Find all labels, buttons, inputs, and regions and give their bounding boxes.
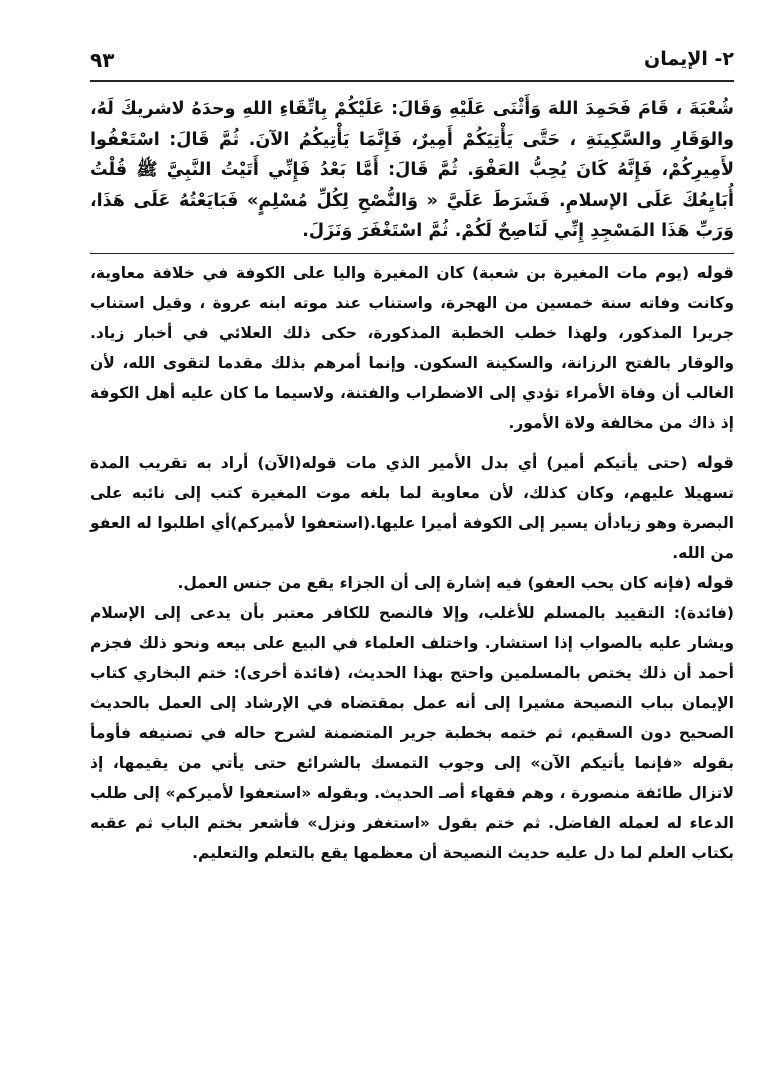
running-header [90,40,734,82]
section-divider [90,253,734,254]
hadith-text: شُعْبَةَ ، قَامَ فَحَمِدَ اللهَ وَأَثْنَى عَلَيْهِ وَقَالَ: عَلَيْكُمْ بِاتِّقَاءِ اللهِ وحدَهُ لاشريكَ لَهُ، والوَقَارِ والسَّكِينَةِ ، حَتَّى يَأْتِيَكُمْ أَمِيرٌ، فَإِنَّمَا يَأْتِيكُمُ الآنَ. ثُمَّ قَالَ: اسْتَعْفُوا لأَمِيرِكُمْ، فَإِنَّهُ كَانَ يُحِبُّ العَفْوَ. ثُمَّ قَالَ: أَمَّا بَعْدُ فَإِنِّي أَتَيْتُ النَّبِيَّ ﷺ قُلْتُ أُبَايِعُكَ عَلَى الإسلامِ. فَشَرَطَ عَلَيَّ « وَالنُّصْحِ لِكُلِّ مُسْلِمٍ» فَبَايَعْتُهُ عَلَى هَذَا، وَرَبِّ هَذَا المَسْجِدِ إِنِّي لَنَاصِحٌ لَكُمْ. ثُمَّ اسْتَغْفَرَ وَنَزَلَ. [90,99,734,241]
commentary-paragraph-1 [90,258,734,438]
paragraph-text: (فإنه كان يحب العفو) فيه إشارة إلى أن الجزاء يقع من جنس العمل. [177,573,692,592]
keyword-qawluhu: قوله [696,262,734,282]
keyword-qawluhu: قوله [696,572,734,592]
chapter-title: ٢- الإيمان [644,48,734,70]
page-number: ٩٣ [90,48,115,72]
paragraph-text: (حتى يأتيكم أمير) أي بدل الأمير الذي مات قوله(الآن) أراد به تقريب المدة تسهيلا عليهم، وكان كذلك، لأن معاوية لما بلغه موت المغيرة كتب إلى نائبه على البصرة وهو زيادأن يسير إلى الكوفة أميرا عليها.(استعفوا لأميركم)أي اطلبوا له العفو من الله. [90,453,734,562]
book-page [90,40,734,1040]
commentary [90,258,734,868]
paragraph-gap [90,438,734,448]
commentary-paragraph-4: (فائدة): التقييد بالمسلم للأغلب، وإلا فالنصح للكافر معتبر بأن يدعى إلى الإسلام ويشار عليه بالصواب إذا استشار. واختلف العلماء في البيع على بيعه ونحو ذلك فجزم أحمد أن ذلك يختص بالمسلمين واحتج بهذا الحديث، (فائدة أخرى): ختم البخاري كتاب الإيمان بباب النصيحة مشيرا إلى أنه عمل بمقتضاه في الإرشاد إلى العمل بالحديث الصحيح دون السقيم، ثم ختمه بخطبة جرير المتضمنة لشرح حاله في تصنيفه فأومأ بقوله «فإنما يأتيكم الآن» إلى وجوب التمسك بالشرائع حتى يأتي من يقيمها، إذ لاتزال طائفة منصورة ، وهم فقهاء أصـ الحديث. وبقوله «استعفوا لأميركم» إلى طلب الدعاء له لعمله الفاضل. ثم ختم بقول «استغفر ونزل» فأشعر بختم الباب ثم عقبه بكتاب العلم لما دل عليه حديث النصيحة أن معظمها يقع بالتعلم والتعليم. [90,603,734,862]
commentary-paragraph-2 [90,448,734,568]
commentary-paragraph-3 [90,568,734,598]
paragraph-text: (يوم مات المغيرة بن شعبة) كان المغيرة واليا على الكوفة في خلافة معاوية، وكانت وفاته سنة خمسين من الهجرة، واستناب عند موته ابنه عروة ، وقيل استناب جريرا المذكور، ولهذا خطب الخطبة المذكورة، حكى ذلك العلائي في أخبار زياد. والوقار بالفتح الرزانة، والسكينة السكون. وإنما أمرهم بذلك مقدما لتقوى الله، لأن الغالب أن وفاة الأمراء تؤدي إلى الاضطراب والفتنة، ولاسيما ما كان عليه أهل الكوفة إذ ذاك من مخالفة ولاة الأمور. [90,263,734,432]
keyword-qawluhu: قوله [696,452,734,472]
